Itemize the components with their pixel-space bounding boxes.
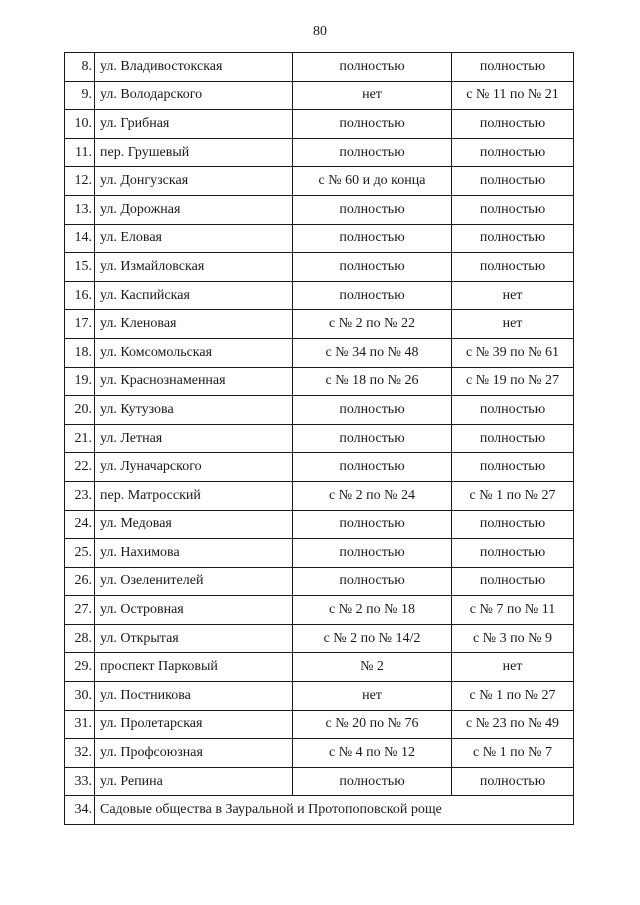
row-number: 16. [65,281,95,310]
row-number: 20. [65,396,95,425]
street-name: ул. Грибная [95,110,293,139]
coverage-col3: полностью [293,53,452,82]
street-name: ул. Кутузова [95,396,293,425]
table-row [65,624,574,653]
coverage-col3: полностью [293,424,452,453]
coverage-col3: полностью [293,253,452,282]
street-name: пер. Грушевый [95,138,293,167]
coverage-col4: с № 3 по № 9 [452,624,574,653]
coverage-col3: с № 2 по № 24 [293,481,452,510]
coverage-col4: полностью [452,510,574,539]
street-name: ул. Комсомольская [95,338,293,367]
table-row [65,281,574,310]
street-name: ул. Владивостокская [95,53,293,82]
street-name: ул. Краснознаменная [95,367,293,396]
street-name: ул. Профсоюзная [95,739,293,768]
coverage-col3: полностью [293,224,452,253]
street-name: ул. Измайловская [95,253,293,282]
street-name: ул. Озеленителей [95,567,293,596]
row-number: 12. [65,167,95,196]
coverage-col3: полностью [293,453,452,482]
table-row [65,367,574,396]
table-row [65,710,574,739]
coverage-col3: полностью [293,396,452,425]
street-name: ул. Володарского [95,81,293,110]
row-number: 25. [65,539,95,568]
coverage-col3: полностью [293,510,452,539]
table-row [65,653,574,682]
street-name: ул. Нахимова [95,539,293,568]
coverage-col4: полностью [452,195,574,224]
street-name: ул. Открытая [95,624,293,653]
coverage-col4: с № 23 по № 49 [452,710,574,739]
coverage-col4: полностью [452,53,574,82]
coverage-col4: с № 7 по № 11 [452,596,574,625]
table-row [65,110,574,139]
coverage-col4: полностью [452,539,574,568]
coverage-col3: с № 18 по № 26 [293,367,452,396]
coverage-col4: с № 1 по № 27 [452,481,574,510]
table-row [65,195,574,224]
street-name: ул. Репина [95,767,293,796]
coverage-col3: с № 34 по № 48 [293,338,452,367]
coverage-col4: полностью [452,567,574,596]
table-row [65,596,574,625]
streets-table [64,52,574,825]
coverage-col4: полностью [452,110,574,139]
coverage-col4: нет [452,653,574,682]
coverage-col3: полностью [293,110,452,139]
row-number: 19. [65,367,95,396]
table-row [65,682,574,711]
coverage-col4: с № 39 по № 61 [452,338,574,367]
coverage-col3: № 2 [293,653,452,682]
street-name: ул. Постникова [95,682,293,711]
street-name: ул. Летная [95,424,293,453]
table-row [65,539,574,568]
coverage-col3: с № 2 по № 18 [293,596,452,625]
row-number: 26. [65,567,95,596]
row-number: 31. [65,710,95,739]
table-row [65,81,574,110]
row-number: 27. [65,596,95,625]
coverage-col4: полностью [452,167,574,196]
table-row [65,253,574,282]
coverage-col4: полностью [452,424,574,453]
table-body [65,53,574,825]
row-number: 33. [65,767,95,796]
coverage-col4: нет [452,281,574,310]
table-row [65,167,574,196]
table-row [65,567,574,596]
row-number: 22. [65,453,95,482]
coverage-col3: с № 20 по № 76 [293,710,452,739]
coverage-col4: с № 11 по № 21 [452,81,574,110]
coverage-col3: с № 60 и до конца [293,167,452,196]
coverage-col4: полностью [452,767,574,796]
coverage-col4: с № 19 по № 27 [452,367,574,396]
row-number: 13. [65,195,95,224]
table-row-merged [65,796,574,825]
row-number: 17. [65,310,95,339]
table-row [65,338,574,367]
street-name: ул. Пролетарская [95,710,293,739]
table-row [65,767,574,796]
coverage-col3: с № 2 по № 22 [293,310,452,339]
coverage-col4: полностью [452,224,574,253]
table-row [65,138,574,167]
coverage-col3: нет [293,81,452,110]
coverage-col4: нет [452,310,574,339]
row-number: 11. [65,138,95,167]
row-number: 30. [65,682,95,711]
coverage-col4: с № 1 по № 27 [452,682,574,711]
table-row [65,53,574,82]
street-name: ул. Медовая [95,510,293,539]
table-row [65,224,574,253]
row-number: 32. [65,739,95,768]
street-name: ул. Кленовая [95,310,293,339]
table-row [65,396,574,425]
coverage-col3: полностью [293,281,452,310]
page-number: 80 [313,24,327,39]
coverage-col3: нет [293,682,452,711]
row-number: 24. [65,510,95,539]
coverage-col3: полностью [293,767,452,796]
row-number: 21. [65,424,95,453]
row-number: 15. [65,253,95,282]
row-number: 29. [65,653,95,682]
row-number: 14. [65,224,95,253]
coverage-col3: полностью [293,138,452,167]
row-number: 18. [65,338,95,367]
coverage-col3: полностью [293,567,452,596]
coverage-col3: с № 4 по № 12 [293,739,452,768]
coverage-col4: полностью [452,138,574,167]
street-name: ул. Луначарского [95,453,293,482]
row-number: 10. [65,110,95,139]
table-row [65,481,574,510]
merged-description: Садовые общества в Зауральной и Протопоповской роще [95,796,574,825]
table-row [65,510,574,539]
table-row [65,424,574,453]
coverage-col4: с № 1 по № 7 [452,739,574,768]
row-number: 8. [65,53,95,82]
row-number: 23. [65,481,95,510]
row-number: 34. [65,796,95,825]
street-name: ул. Дорожная [95,195,293,224]
table-row [65,453,574,482]
coverage-col3: полностью [293,195,452,224]
street-name: ул. Донгузская [95,167,293,196]
coverage-col3: с № 2 по № 14/2 [293,624,452,653]
row-number: 28. [65,624,95,653]
street-name: ул. Еловая [95,224,293,253]
street-name: проспект Парковый [95,653,293,682]
street-name: ул. Каспийская [95,281,293,310]
coverage-col4: полностью [452,453,574,482]
coverage-col4: полностью [452,396,574,425]
table-row [65,310,574,339]
coverage-col4: полностью [452,253,574,282]
row-number: 9. [65,81,95,110]
street-name: ул. Островная [95,596,293,625]
table-row [65,739,574,768]
street-name: пер. Матросский [95,481,293,510]
coverage-col3: полностью [293,539,452,568]
